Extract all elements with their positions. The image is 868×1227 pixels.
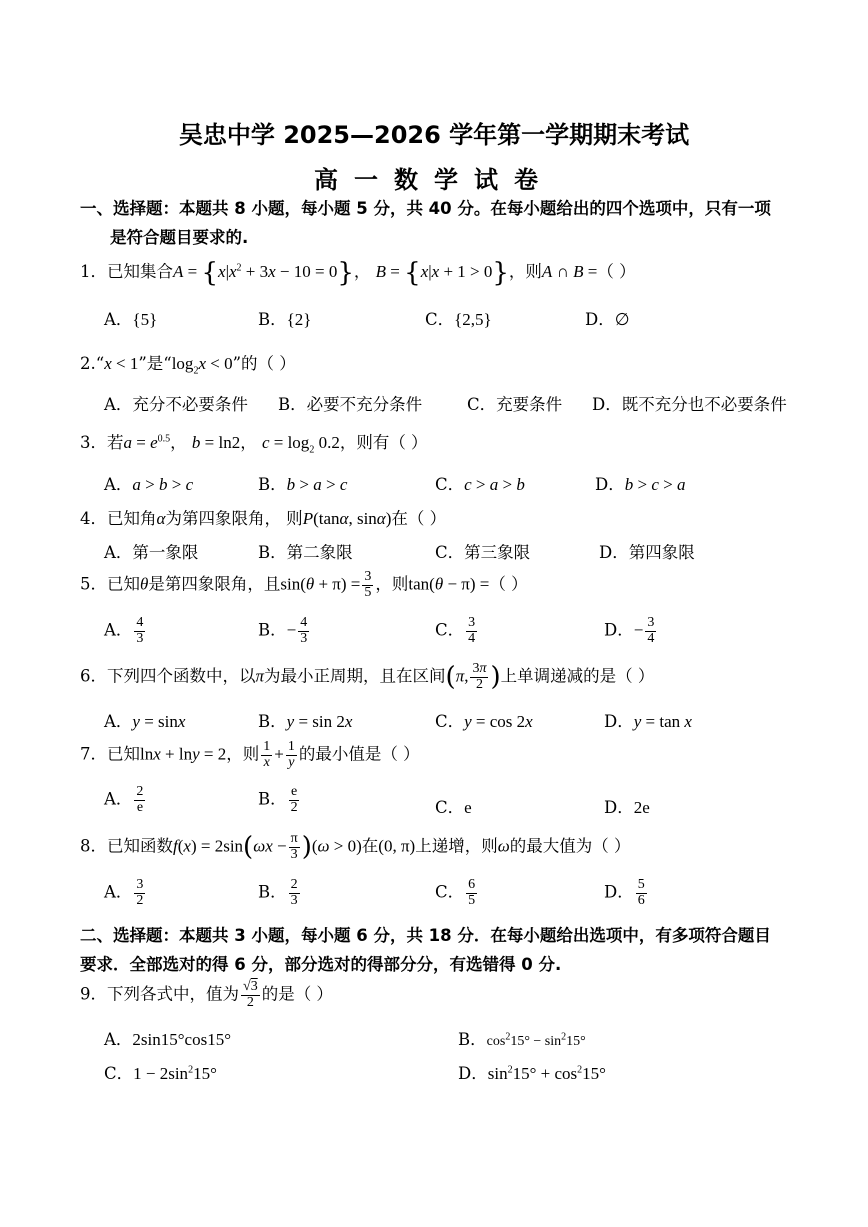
q9-option-d[interactable]: D．$\sin^215^\circ + \cos^215^\circ$: [458, 1064, 606, 1083]
q4-option-d[interactable]: D．第四象限: [599, 543, 695, 562]
section1-heading-line2: 是符合题目要求的.: [110, 228, 249, 247]
q3-option-a[interactable]: A．a > b > c: [104, 475, 194, 494]
question-6: 6．下列四个函数中，以π为最小正周期，且在区间(π, $\frac{3\pi}{2}$ )上单调递减的是（ ）: [80, 661, 655, 693]
q3-option-b[interactable]: B．b > a > c: [258, 475, 348, 494]
q4-option-a[interactable]: A．第一象限: [104, 543, 199, 562]
question-2: 2.“x < 1”是“$\log_2x < 0$”的（ ）: [80, 354, 296, 377]
q9-option-b[interactable]: B．$\cos^215^\circ - \sin^215^\circ$: [458, 1030, 586, 1049]
question-5: 5．已知θ是第四象限角，且sin(θ + π) = $\frac{3}{5}$ ，则tan(θ − π) =（ ）: [80, 569, 528, 600]
section1-heading-line1: 一、选择题：本题共 8 小题，每小题 5 分，共 40 分。在每小题给出的四个选项中，只有一项: [80, 199, 771, 218]
question-1: 1．已知集合$A = \{x|x^2 + 3x - 10 = 0\}$， B = {x|x + 1 > 0}，则A ∩ B =（ ）: [80, 258, 636, 289]
q5-option-a[interactable]: A． $\frac{4}{3}$: [104, 615, 144, 646]
exam-title: 吴忠中学 2025—2026 学年第一学期期末考试: [178, 121, 690, 149]
q9-option-a[interactable]: A．2sin15°cos15°: [104, 1030, 232, 1049]
question-8: 8．已知函数f(x) = 2sin(ωx − $\frac{\pi}{3}$ )(ω > 0)在(0, π)上递增，则ω的最大值为（ ）: [80, 831, 631, 863]
question-4: 4．已知角α为第四象限角， 则P(tanα, sinα)在（ ）: [80, 509, 447, 528]
q2-option-c[interactable]: C．充要条件: [467, 395, 563, 414]
section2-heading-line1: 二、选择题：本题共 3 小题，每小题 6 分，共 18 分．在每小题给出选项中，有多项符合题目: [80, 926, 771, 945]
question-9: 9．下列各式中，值为 $\frac{√3}{2}$ 的是（ ）: [80, 979, 333, 1010]
q6-option-d[interactable]: D．y = tan x: [604, 712, 692, 731]
q7-option-a[interactable]: A． $\frac{2}{e}$: [104, 784, 144, 815]
q8-option-a[interactable]: A． $\frac{3}{2}$: [104, 877, 144, 908]
section2-heading-line2: 要求．全部选对的得 6 分，部分选对的得部分分，有选错得 0 分.: [80, 955, 562, 974]
q7-option-c[interactable]: C．e: [435, 798, 472, 817]
q4-option-b[interactable]: B．第二象限: [258, 543, 353, 562]
exam-subtitle: 高一数学试卷: [314, 166, 554, 194]
question-7: 7．已知lnx + lny = 2，则 $\frac{1}{x}$ + $\frac{1}{y}$ 的最小值是（ ）: [80, 739, 420, 770]
q7-option-b[interactable]: B． $\frac{e}{2}$: [258, 784, 298, 815]
q8-option-c[interactable]: C． $\frac{6}{5}$: [435, 877, 476, 908]
q5-option-d[interactable]: D．− $\frac{3}{4}$: [604, 615, 655, 646]
q2-option-d[interactable]: D．既不充分也不必要条件: [592, 395, 787, 414]
q1-option-b[interactable]: B．{2}: [258, 310, 312, 329]
question-3: 3．若$a = e^{0.5}$， b = ln2， $c = \log_2 0.2$，则有（ ）: [80, 433, 428, 456]
q4-option-c[interactable]: C．第三象限: [435, 543, 531, 562]
q7-option-d[interactable]: D．2e: [604, 798, 650, 817]
q2-option-b[interactable]: B．必要不充分条件: [278, 395, 423, 414]
q6-option-b[interactable]: B．y = sin 2x: [258, 712, 353, 731]
q8-option-b[interactable]: B． $\frac{2}{3}$: [258, 877, 298, 908]
q1-option-c[interactable]: C．{2,5}: [425, 310, 492, 329]
q1-option-d[interactable]: D．∅: [585, 310, 630, 329]
q5-option-b[interactable]: B．− $\frac{4}{3}$: [258, 615, 308, 646]
q5-option-c[interactable]: C． $\frac{3}{4}$: [435, 615, 476, 646]
q9-option-c[interactable]: C．$1 - 2\sin^215^\circ$: [104, 1064, 217, 1083]
q3-option-d[interactable]: D．b > c > a: [595, 475, 686, 494]
q8-option-d[interactable]: D． $\frac{5}{6}$: [604, 877, 645, 908]
q6-option-a[interactable]: A．y = sinx: [104, 712, 186, 731]
q3-option-c[interactable]: C．c > a > b: [435, 475, 525, 494]
q1-option-a[interactable]: A．{5}: [104, 310, 158, 329]
q2-option-a[interactable]: A．充分不必要条件: [104, 395, 248, 414]
q6-option-c[interactable]: C．y = cos 2x: [435, 712, 533, 731]
